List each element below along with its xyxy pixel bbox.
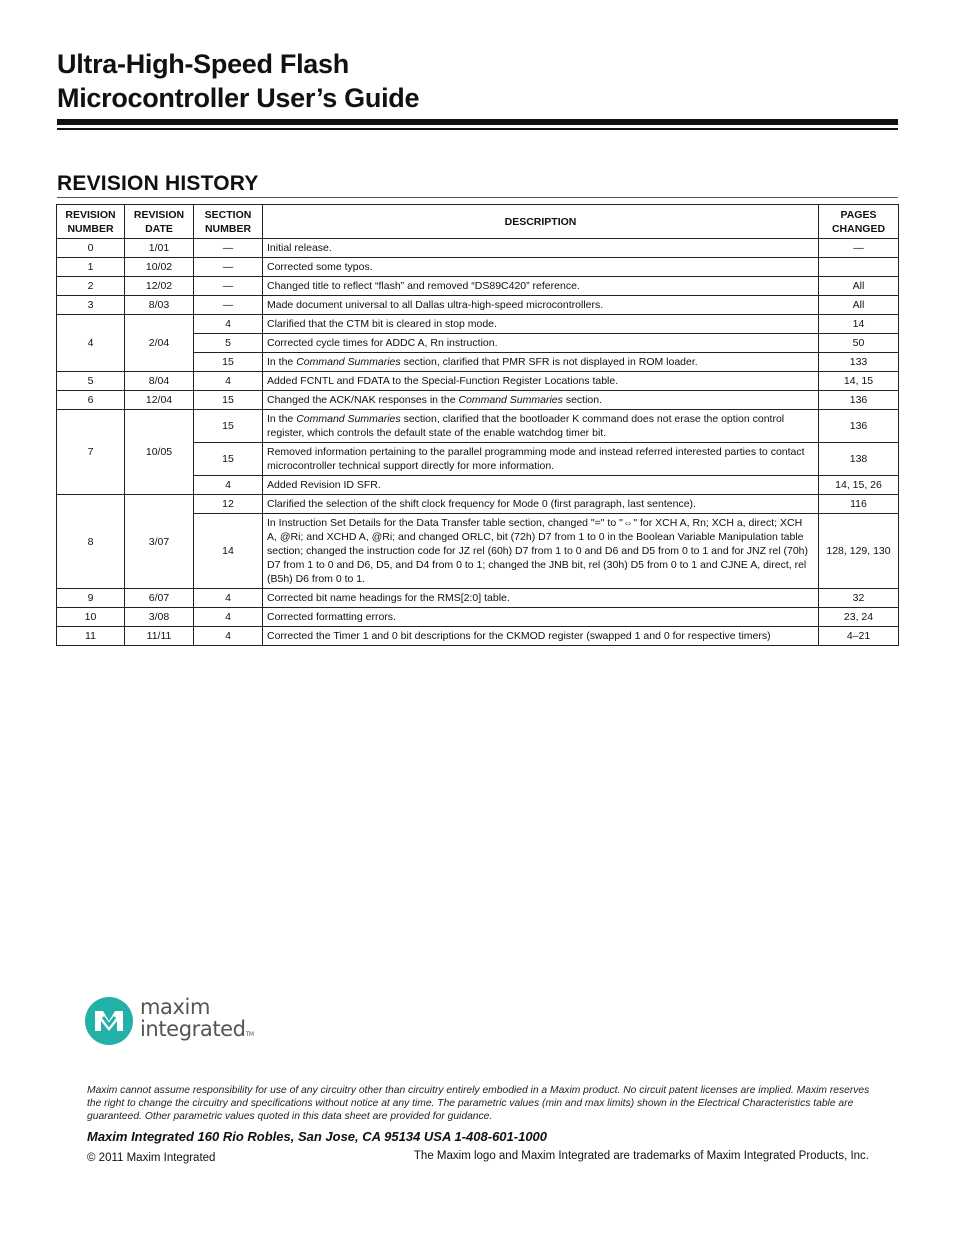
header-revision-date: REVISION DATE [125,205,194,239]
cell-section-number: 15 [194,443,263,476]
title-divider-thick [57,119,898,125]
cell-description: Corrected the Timer 1 and 0 bit descriptions for the CKMOD register (swapped 1 and 0 for respective timers) [263,627,819,646]
cell-revision-number: 0 [57,239,125,258]
table-row [57,608,899,627]
company-address: Maxim Integrated 160 Rio Robles, San Jose, CA 95134 USA 1-408-601-1000 [87,1129,548,1144]
table-row [57,410,899,443]
document-title [57,47,419,115]
maxim-integrated-logo [85,996,265,1052]
table-row [57,277,899,296]
table-row [57,589,899,608]
section-heading: REVISION HISTORY [57,172,259,195]
cell-pages-changed [819,258,899,277]
table-row [57,372,899,391]
cell-section-number: — [194,258,263,277]
table-row [57,627,899,646]
cell-section-number: 14 [194,514,263,589]
table-row [57,239,899,258]
legal-disclaimer: Maxim cannot assume responsibility for use of any circuitry other than circuitry entirely embodied in a Maxim product. No circuit patent licenses are implied. Maxim reserves the right to change the circuitry and specifications without notice at any time. The parametric values (min and max limits) shown in the Electrical Characteristics table are guaranteed. Other parametric values quoted in this data sheet are provided for guidance. [87,1085,870,1122]
header-description: DESCRIPTION [263,205,819,239]
cell-section-number: 4 [194,627,263,646]
cell-pages-changed: 4–21 [819,627,899,646]
cell-revision-number: 7 [57,410,125,495]
cell-revision-number: 1 [57,258,125,277]
cell-section-number: 4 [194,372,263,391]
header-section-number: SECTION NUMBER [194,205,263,239]
table-row [57,495,899,514]
cell-revision-number: 11 [57,627,125,646]
table-header-row [57,205,899,239]
section-divider [57,197,898,198]
cell-pages-changed: 136 [819,391,899,410]
cell-description: In Instruction Set Details for the Data Transfer table section, changed "=" to "⇔" for XCH A, Rn; XCH a, direct; XCH A, @Ri; and XCHD A, @Ri; and changed ORLC, bit (72h) D7 from 1 to 0 in the Boolean Variable Manipulation table section; changed the instruction code for JZ rel (60h) D7 from 1 to 0 and D6 and D5 from 0 to 1 and for JNZ rel (70h) D7 from 1 to 0 and D6, D5, and D4 from 0 to 1; changed the JNB bit, rel (30h) D5 from 0 to 1 and CJNE A, direct, rel (B5h) D6 from 0 to 1. [263,514,819,589]
cell-section-number: — [194,277,263,296]
cell-description: Corrected cycle times for ADDC A, Rn instruction. [263,334,819,353]
cell-revision-number: 2 [57,277,125,296]
table-row [57,258,899,277]
cell-revision-date: 11/11 [125,627,194,646]
cell-revision-date: 12/04 [125,391,194,410]
cell-section-number: — [194,239,263,258]
cell-description: Changed title to reflect “flash” and removed “DS89C420” reference. [263,277,819,296]
cell-description: Changed the ACK/NAK responses in the Command Summaries section. [263,391,819,410]
cell-pages-changed: — [819,239,899,258]
cell-description: Corrected bit name headings for the RMS[2:0] table. [263,589,819,608]
logo-wordmark: maxim integratedTM [140,995,254,1041]
cell-description: In the Command Summaries section, clarified that PMR SFR is not displayed in ROM loader. [263,353,819,372]
cell-revision-date: 6/07 [125,589,194,608]
cell-pages-changed: 136 [819,410,899,443]
cell-pages-changed: 138 [819,443,899,476]
cell-revision-date: 8/04 [125,372,194,391]
cell-pages-changed: 32 [819,589,899,608]
cell-revision-number: 4 [57,315,125,372]
cell-pages-changed: 116 [819,495,899,514]
cell-revision-number: 10 [57,608,125,627]
cell-pages-changed: 14, 15, 26 [819,476,899,495]
cell-pages-changed: 128, 129, 130 [819,514,899,589]
cell-revision-number: 5 [57,372,125,391]
cell-revision-number: 3 [57,296,125,315]
table-body [57,239,899,646]
cell-description: Removed information pertaining to the parallel programming mode and instead referred interested parties to contact microcontroller technical support directly for more information. [263,443,819,476]
cell-description: In the Command Summaries section, clarified that the bootloader K command does not erase the option control register, which controls the default state of the enable watchdog timer bit. [263,410,819,443]
header-revision-number: REVISION NUMBER [57,205,125,239]
table-row [57,391,899,410]
logo-circle-icon [85,997,133,1045]
cell-revision-number: 9 [57,589,125,608]
cell-description: Clarified the selection of the shift clock frequency for Mode 0 (first paragraph, last sentence). [263,495,819,514]
cell-section-number: 15 [194,353,263,372]
cell-description: Made document universal to all Dallas ultra-high-speed microcontrollers. [263,296,819,315]
cell-section-number: 4 [194,476,263,495]
cell-pages-changed: 133 [819,353,899,372]
cell-revision-date: 1/01 [125,239,194,258]
cell-section-number: 5 [194,334,263,353]
cell-description: Added Revision ID SFR. [263,476,819,495]
revision-history-table [56,204,899,646]
cell-pages-changed: 14, 15 [819,372,899,391]
cell-section-number: 4 [194,608,263,627]
document-title-line2: Microcontroller User’s Guide [57,83,420,113]
cell-revision-date: 10/02 [125,258,194,277]
cell-section-number: 15 [194,391,263,410]
cell-section-number: 4 [194,315,263,334]
cell-description: Initial release. [263,239,819,258]
cell-revision-date: 8/03 [125,296,194,315]
table-row [57,296,899,315]
cell-revision-number: 6 [57,391,125,410]
cell-revision-date: 3/07 [125,495,194,589]
cell-revision-number: 8 [57,495,125,589]
cell-revision-date: 12/02 [125,277,194,296]
cell-description: Clarified that the CTM bit is cleared in stop mode. [263,315,819,334]
cell-description: Corrected some typos. [263,258,819,277]
cell-revision-date: 2/04 [125,315,194,372]
cell-pages-changed: 14 [819,315,899,334]
cell-section-number: 4 [194,589,263,608]
cell-pages-changed: All [819,277,899,296]
document-title-line1: Ultra-High-Speed Flash [57,49,349,79]
cell-section-number: — [194,296,263,315]
header-pages-changed: PAGES CHANGED [819,205,899,239]
trademark-notice: The Maxim logo and Maxim Integrated are trademarks of Maxim Integrated Products, Inc. [413,1150,869,1162]
title-divider-thin [57,128,898,130]
cell-section-number: 15 [194,410,263,443]
cell-description: Corrected formatting errors. [263,608,819,627]
cell-section-number: 12 [194,495,263,514]
cell-revision-date: 10/05 [125,410,194,495]
cell-pages-changed: 23, 24 [819,608,899,627]
copyright-notice: © 2011 Maxim Integrated [87,1152,216,1164]
cell-description: Added FCNTL and FDATA to the Special-Function Register Locations table. [263,372,819,391]
table-row [57,315,899,334]
cell-revision-date: 3/08 [125,608,194,627]
cell-pages-changed: All [819,296,899,315]
cell-pages-changed: 50 [819,334,899,353]
